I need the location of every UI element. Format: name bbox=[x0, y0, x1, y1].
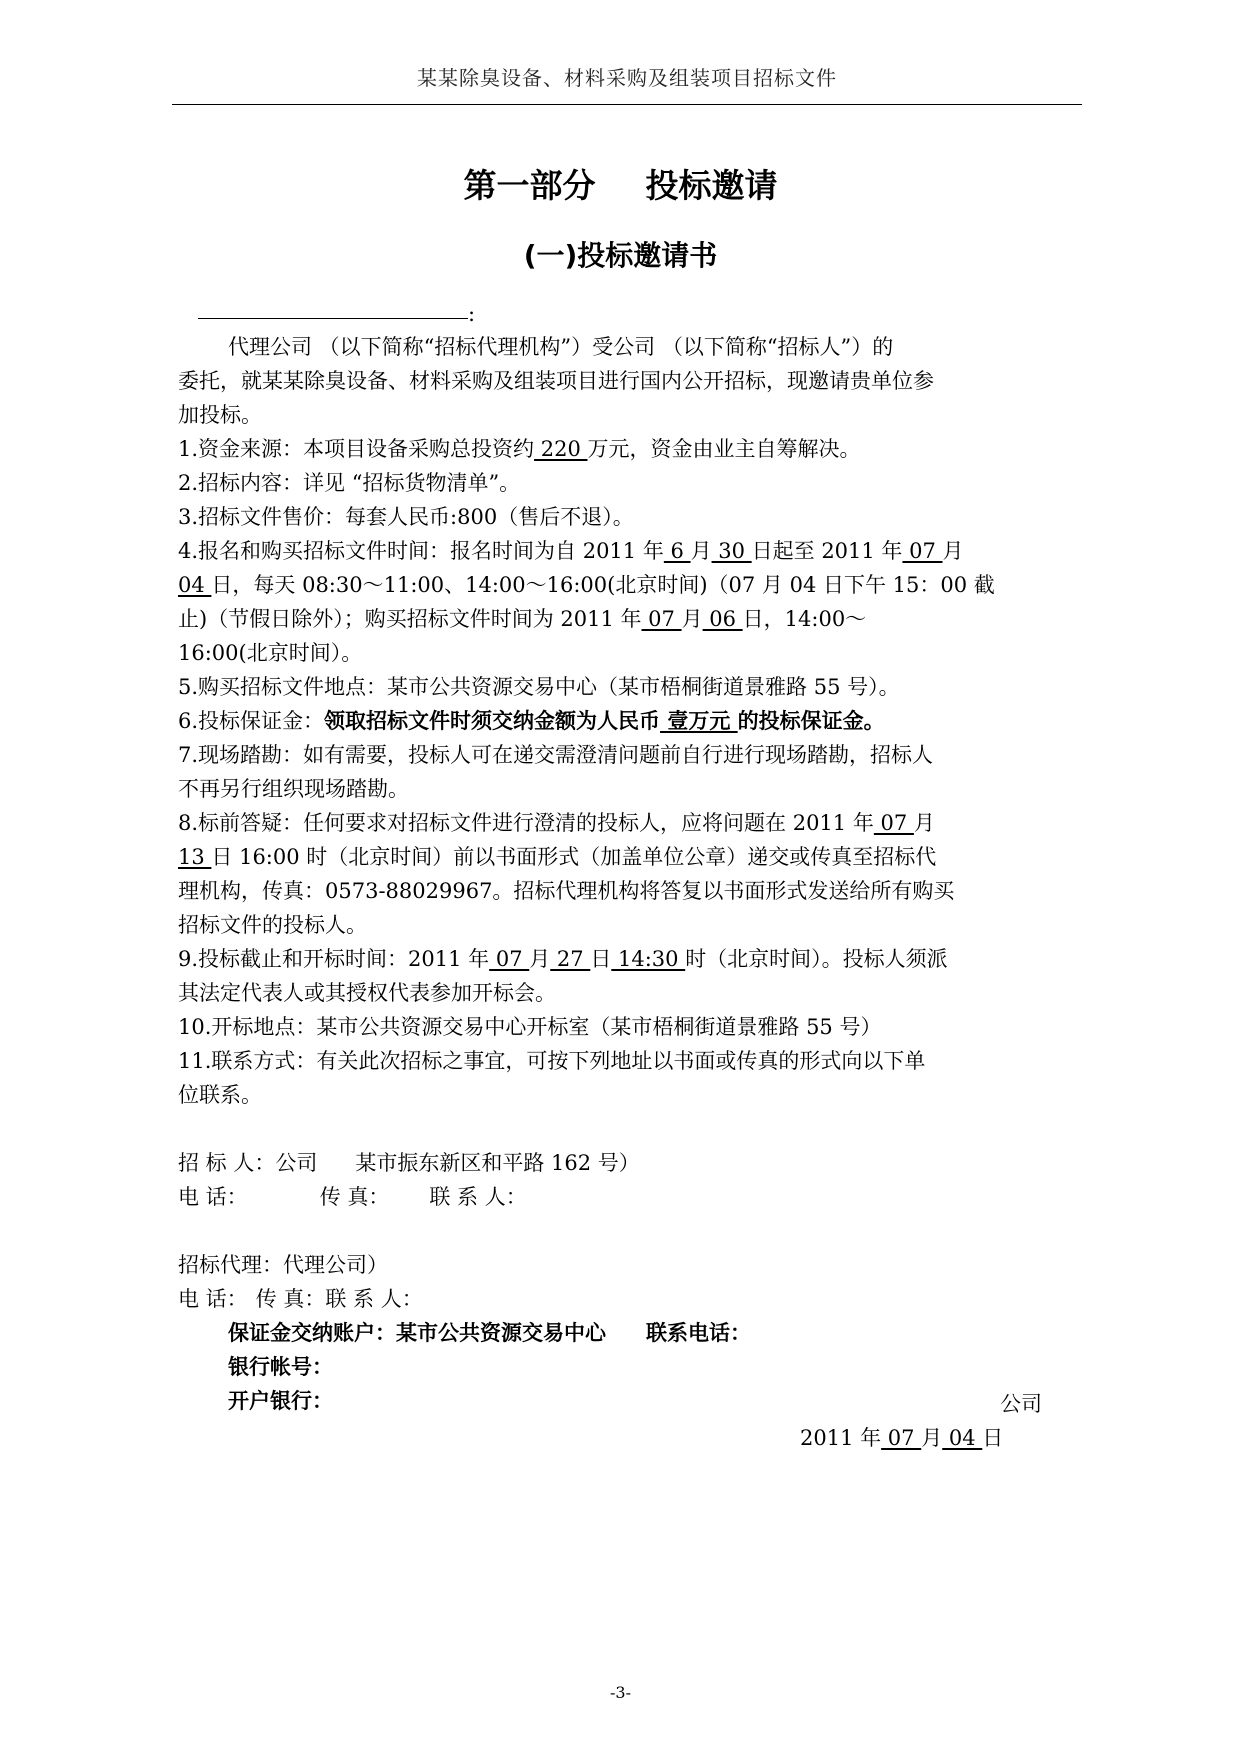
salutation: : bbox=[178, 296, 1078, 330]
item-funding: 1.资金来源：本项目设备采购总投资约 220 万元，资金由业主自筹解决。 bbox=[178, 437, 861, 461]
item-qa-cont: 理机构，传真：0573-88029967。招标代理机构将答复以书面形式发送给所有购买 bbox=[178, 879, 955, 903]
item-location: 5.购买招标文件地点：某市公共资源交易中心（某市梧桐街道景雅路 55 号）。 bbox=[178, 675, 900, 699]
signature-company: 公司 bbox=[1000, 1392, 1042, 1416]
deposit-account: 保证金交纳账户：某市公共资源交易中心 联系电话： bbox=[228, 1321, 751, 1345]
item-registration-cont: 止)（节假日除外）；购买招标文件时间为 2011 年 07 月 06 日，14:00～ bbox=[178, 607, 867, 631]
item-deadline: 9.投标截止和开标时间：2011 年 07 月 27 日 14:30 时（北京时间）。投标人须派 bbox=[178, 947, 948, 971]
page-title bbox=[0, 160, 1241, 207]
bank-name: 开户银行： bbox=[228, 1389, 333, 1413]
page-subtitle: (一)投标邀请书 bbox=[523, 239, 718, 272]
item-registration-cont: 04 日，每天 08:30～11:00、14:00～16:00(北京时间)（07 月 04 日下午 15：00 截 bbox=[178, 573, 995, 597]
item-qa-cont: 招标文件的投标人。 bbox=[178, 913, 367, 937]
item-contact-cont: 位联系。 bbox=[178, 1083, 262, 1107]
item-site-visit-cont: 不再另行组织现场踏勘。 bbox=[178, 777, 409, 801]
header-rule bbox=[172, 104, 1082, 105]
item-registration-cont: 16:00(北京时间）。 bbox=[178, 641, 363, 665]
deposit-amount: 壹万元 bbox=[660, 709, 738, 733]
tenderer-info: 招 标 人：公司 某市振东新区和平路 162 号） bbox=[178, 1151, 640, 1175]
tenderer-contact: 电 话： 传 真： 联 系 人： bbox=[178, 1185, 527, 1209]
page-number: -3- bbox=[610, 1683, 631, 1702]
item-deposit: 6.投标保证金：领取招标文件时须交纳金额为人民币 壹万元 的投标保证金。 bbox=[178, 709, 885, 733]
intro-line: 加投标。 bbox=[178, 403, 262, 427]
item-site-visit: 7.现场踏勘：如有需要，投标人可在递交需澄清问题前自行进行现场踏勘，招标人 bbox=[178, 743, 934, 767]
title-name: 投标邀请 bbox=[645, 166, 778, 205]
intro-line: 委托，就某某除臭设备、材料采购及组装项目进行国内公开招标，现邀请贵单位参 bbox=[178, 369, 934, 393]
item-contact: 11.联系方式：有关此次招标之事宜，可按下列地址以书面或传真的形式向以下单 bbox=[178, 1049, 926, 1073]
title-part: 第一部分 bbox=[463, 166, 596, 205]
agent-info: 招标代理：代理公司） bbox=[178, 1253, 388, 1277]
funding-amount: 220 bbox=[534, 437, 588, 461]
intro-line: 代理公司 （以下简称“招标代理机构”）受公司 （以下简称“招标人”）的 bbox=[228, 335, 894, 359]
item-deadline-cont: 其法定代表人或其授权代表参加开标会。 bbox=[178, 981, 556, 1005]
item-qa-cont: 13 日 16:00 时（北京时间）前以书面形式（加盖单位公章）递交或传真至招标代 bbox=[178, 845, 937, 869]
agent-contact: 电 话： 传 真：联 系 人： bbox=[178, 1287, 423, 1311]
item-registration: 4.报名和购买招标文件时间：报名时间为自 2011 年 6 月 30 日起至 2011 年 07 月 bbox=[178, 539, 964, 563]
item-opening-location: 10.开标地点：某市公共资源交易中心开标室（某市梧桐街道景雅路 55 号） bbox=[178, 1015, 882, 1039]
bank-account-no: 银行帐号： bbox=[228, 1355, 333, 1379]
salutation-blank bbox=[198, 296, 468, 319]
item-content: 2.招标内容：详见 “招标货物清单”。 bbox=[178, 471, 521, 495]
document-header: 某某除臭设备、材料采购及组装项目招标文件 bbox=[417, 66, 837, 90]
signature-date: 2011 年 07 月 04 日 bbox=[800, 1426, 1004, 1450]
item-qa: 8.标前答疑：任何要求对招标文件进行澄清的投标人，应将问题在 2011 年 07 月 bbox=[178, 811, 935, 835]
document-body bbox=[178, 296, 1078, 1418]
item-price: 3.招标文件售价：每套人民币:800（售后不退）。 bbox=[178, 505, 634, 529]
